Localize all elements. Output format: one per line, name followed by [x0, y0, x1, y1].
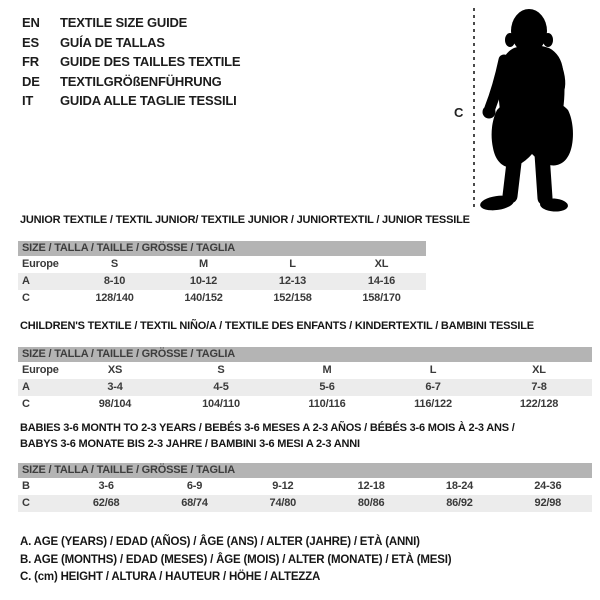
table-cell: 8-10 — [103, 275, 126, 287]
table-cell: 24-36 — [534, 480, 562, 492]
table-cell: M — [199, 258, 208, 270]
table-cell: 18-24 — [445, 480, 474, 492]
table-cell: 110/116 — [308, 398, 346, 410]
footnote-b: B. AGE (MONTHS) / EDAD (MESES) / ÂGE (MOIS) / ALTER (MONATE) / ETÀ (MESI) — [20, 553, 452, 566]
row-label: A — [22, 275, 30, 287]
table-cell: 68/74 — [181, 497, 208, 509]
table-row — [18, 290, 426, 307]
baby-figure — [470, 4, 585, 216]
table-cell: XS — [107, 364, 123, 376]
lang-title: GUIDA ALLE TAGLIE TESSILI — [60, 93, 237, 109]
junior-size-table — [18, 241, 426, 307]
row-label: C — [22, 398, 30, 410]
row-label: A — [22, 381, 30, 393]
table-row — [18, 396, 592, 413]
baby-silhouette-icon — [470, 4, 585, 216]
lang-row-fr — [22, 52, 240, 72]
table-cell: M — [322, 364, 332, 376]
table-cell: 92/98 — [534, 497, 562, 509]
table-cell: 62/68 — [92, 497, 120, 509]
table-row — [18, 495, 592, 512]
junior-table-title: JUNIOR TEXTILE / TEXTIL JUNIOR/ TEXTILE JUNIOR / JUNIORTEXTIL / JUNIOR TESSILE — [20, 214, 470, 226]
table-cell: S — [217, 364, 225, 376]
babies-size-table — [18, 463, 592, 512]
footnote-c: C. (cm) HEIGHT / ALTURA / HAUTEUR / HÖHE / ALTEZZA — [20, 571, 321, 584]
table-cell: 86/92 — [446, 497, 473, 509]
table-cell: S — [110, 258, 119, 270]
table-cell: 14-16 — [367, 275, 396, 287]
table-row — [18, 379, 592, 396]
table-cell: 7-8 — [531, 381, 547, 393]
table-cell: L — [289, 258, 296, 270]
table-cell: 6-7 — [425, 381, 441, 393]
table-cell: 140/152 — [184, 292, 223, 304]
lang-row-en — [22, 13, 240, 33]
table-cell: 3-6 — [98, 480, 114, 492]
table-cell: 6-9 — [186, 480, 203, 492]
children-table-title: CHILDREN'S TEXTILE / TEXTIL NIÑO/A / TEXTILE DES ENFANTS / KINDERTEXTIL / BAMBINI TESSILE — [20, 320, 534, 332]
table-cell: 74/80 — [269, 497, 297, 509]
lang-code: EN — [22, 15, 40, 31]
row-label: Europe — [22, 364, 59, 376]
size-header-bar: SIZE / TALLA / TAILLE / GRÖSSE / TAGLIA — [18, 347, 592, 362]
table-cell: 116/122 — [414, 398, 452, 410]
table-row — [18, 273, 426, 290]
table-cell: 122/128 — [519, 398, 559, 410]
lang-title: TEXTILE SIZE GUIDE — [60, 15, 188, 31]
table-cell: 152/158 — [273, 292, 312, 304]
baby-silhouette — [479, 9, 573, 212]
row-label: C — [22, 497, 30, 509]
lang-title: GUÍA DE TALLAS — [60, 34, 165, 50]
table-cell: 158/170 — [362, 292, 401, 304]
table-cell: 12-13 — [278, 275, 307, 287]
table-cell: 12-18 — [357, 480, 385, 492]
footnotes — [20, 534, 451, 587]
lang-code: ES — [22, 34, 39, 50]
table-cell: 3-4 — [107, 381, 123, 393]
table-cell: 10-12 — [189, 275, 218, 287]
table-rows — [18, 256, 426, 307]
table-row — [18, 362, 592, 379]
size-header-bar: SIZE / TALLA / TAILLE / GRÖSSE / TAGLIA — [18, 241, 426, 256]
table-cell: XL — [374, 258, 389, 270]
lang-title: TEXTILGRÖßENFÜHRUNG — [60, 73, 222, 89]
table-cell: 104/110 — [202, 398, 240, 410]
lang-title: GUIDE DES TAILLES TEXTILE — [60, 54, 241, 70]
lang-row-es — [22, 33, 240, 53]
table-cell: XL — [532, 364, 546, 376]
table-row — [18, 256, 426, 273]
row-label: C — [22, 292, 30, 304]
babies-title-line1: BABIES 3-6 MONTH TO 2-3 YEARS / BEBÉS 3-6 MESES A 2-3 AÑOS / BÉBÉS 3-6 MOIS À 2-3 ANS / — [20, 422, 515, 434]
lang-code: IT — [22, 93, 34, 109]
babies-table-title — [20, 420, 515, 452]
table-rows — [18, 478, 592, 512]
table-row — [18, 478, 592, 495]
language-header — [22, 13, 240, 111]
table-cell: 98/104 — [98, 398, 132, 410]
babies-title-line2: BABYS 3-6 MONATE BIS 2-3 JAHRE / BAMBINI 3-6 MESI A 2-3 ANNI — [20, 438, 360, 450]
table-rows — [18, 362, 592, 413]
children-size-table — [18, 347, 592, 413]
table-cell: 9-12 — [272, 480, 294, 492]
row-label: B — [22, 480, 30, 492]
footnote-a: A. AGE (YEARS) / EDAD (AÑOS) / ÂGE (ANS) / ALTER (JAHRE) / ETÀ (ANNI) — [20, 536, 420, 548]
table-cell: 128/140 — [95, 292, 134, 304]
table-cell: 5-6 — [319, 381, 335, 393]
size-header-bar: SIZE / TALLA / TAILLE / GRÖSSE / TAGLIA — [18, 463, 592, 478]
table-cell: 80/86 — [357, 497, 385, 509]
lang-row-it — [22, 91, 240, 111]
table-cell: L — [429, 364, 437, 376]
lang-code: DE — [22, 73, 40, 89]
lang-code: FR — [22, 54, 39, 70]
row-label: Europe — [22, 258, 59, 270]
table-cell: 4-5 — [213, 381, 229, 393]
height-measure-label: C — [454, 105, 464, 120]
lang-row-de — [22, 72, 240, 92]
